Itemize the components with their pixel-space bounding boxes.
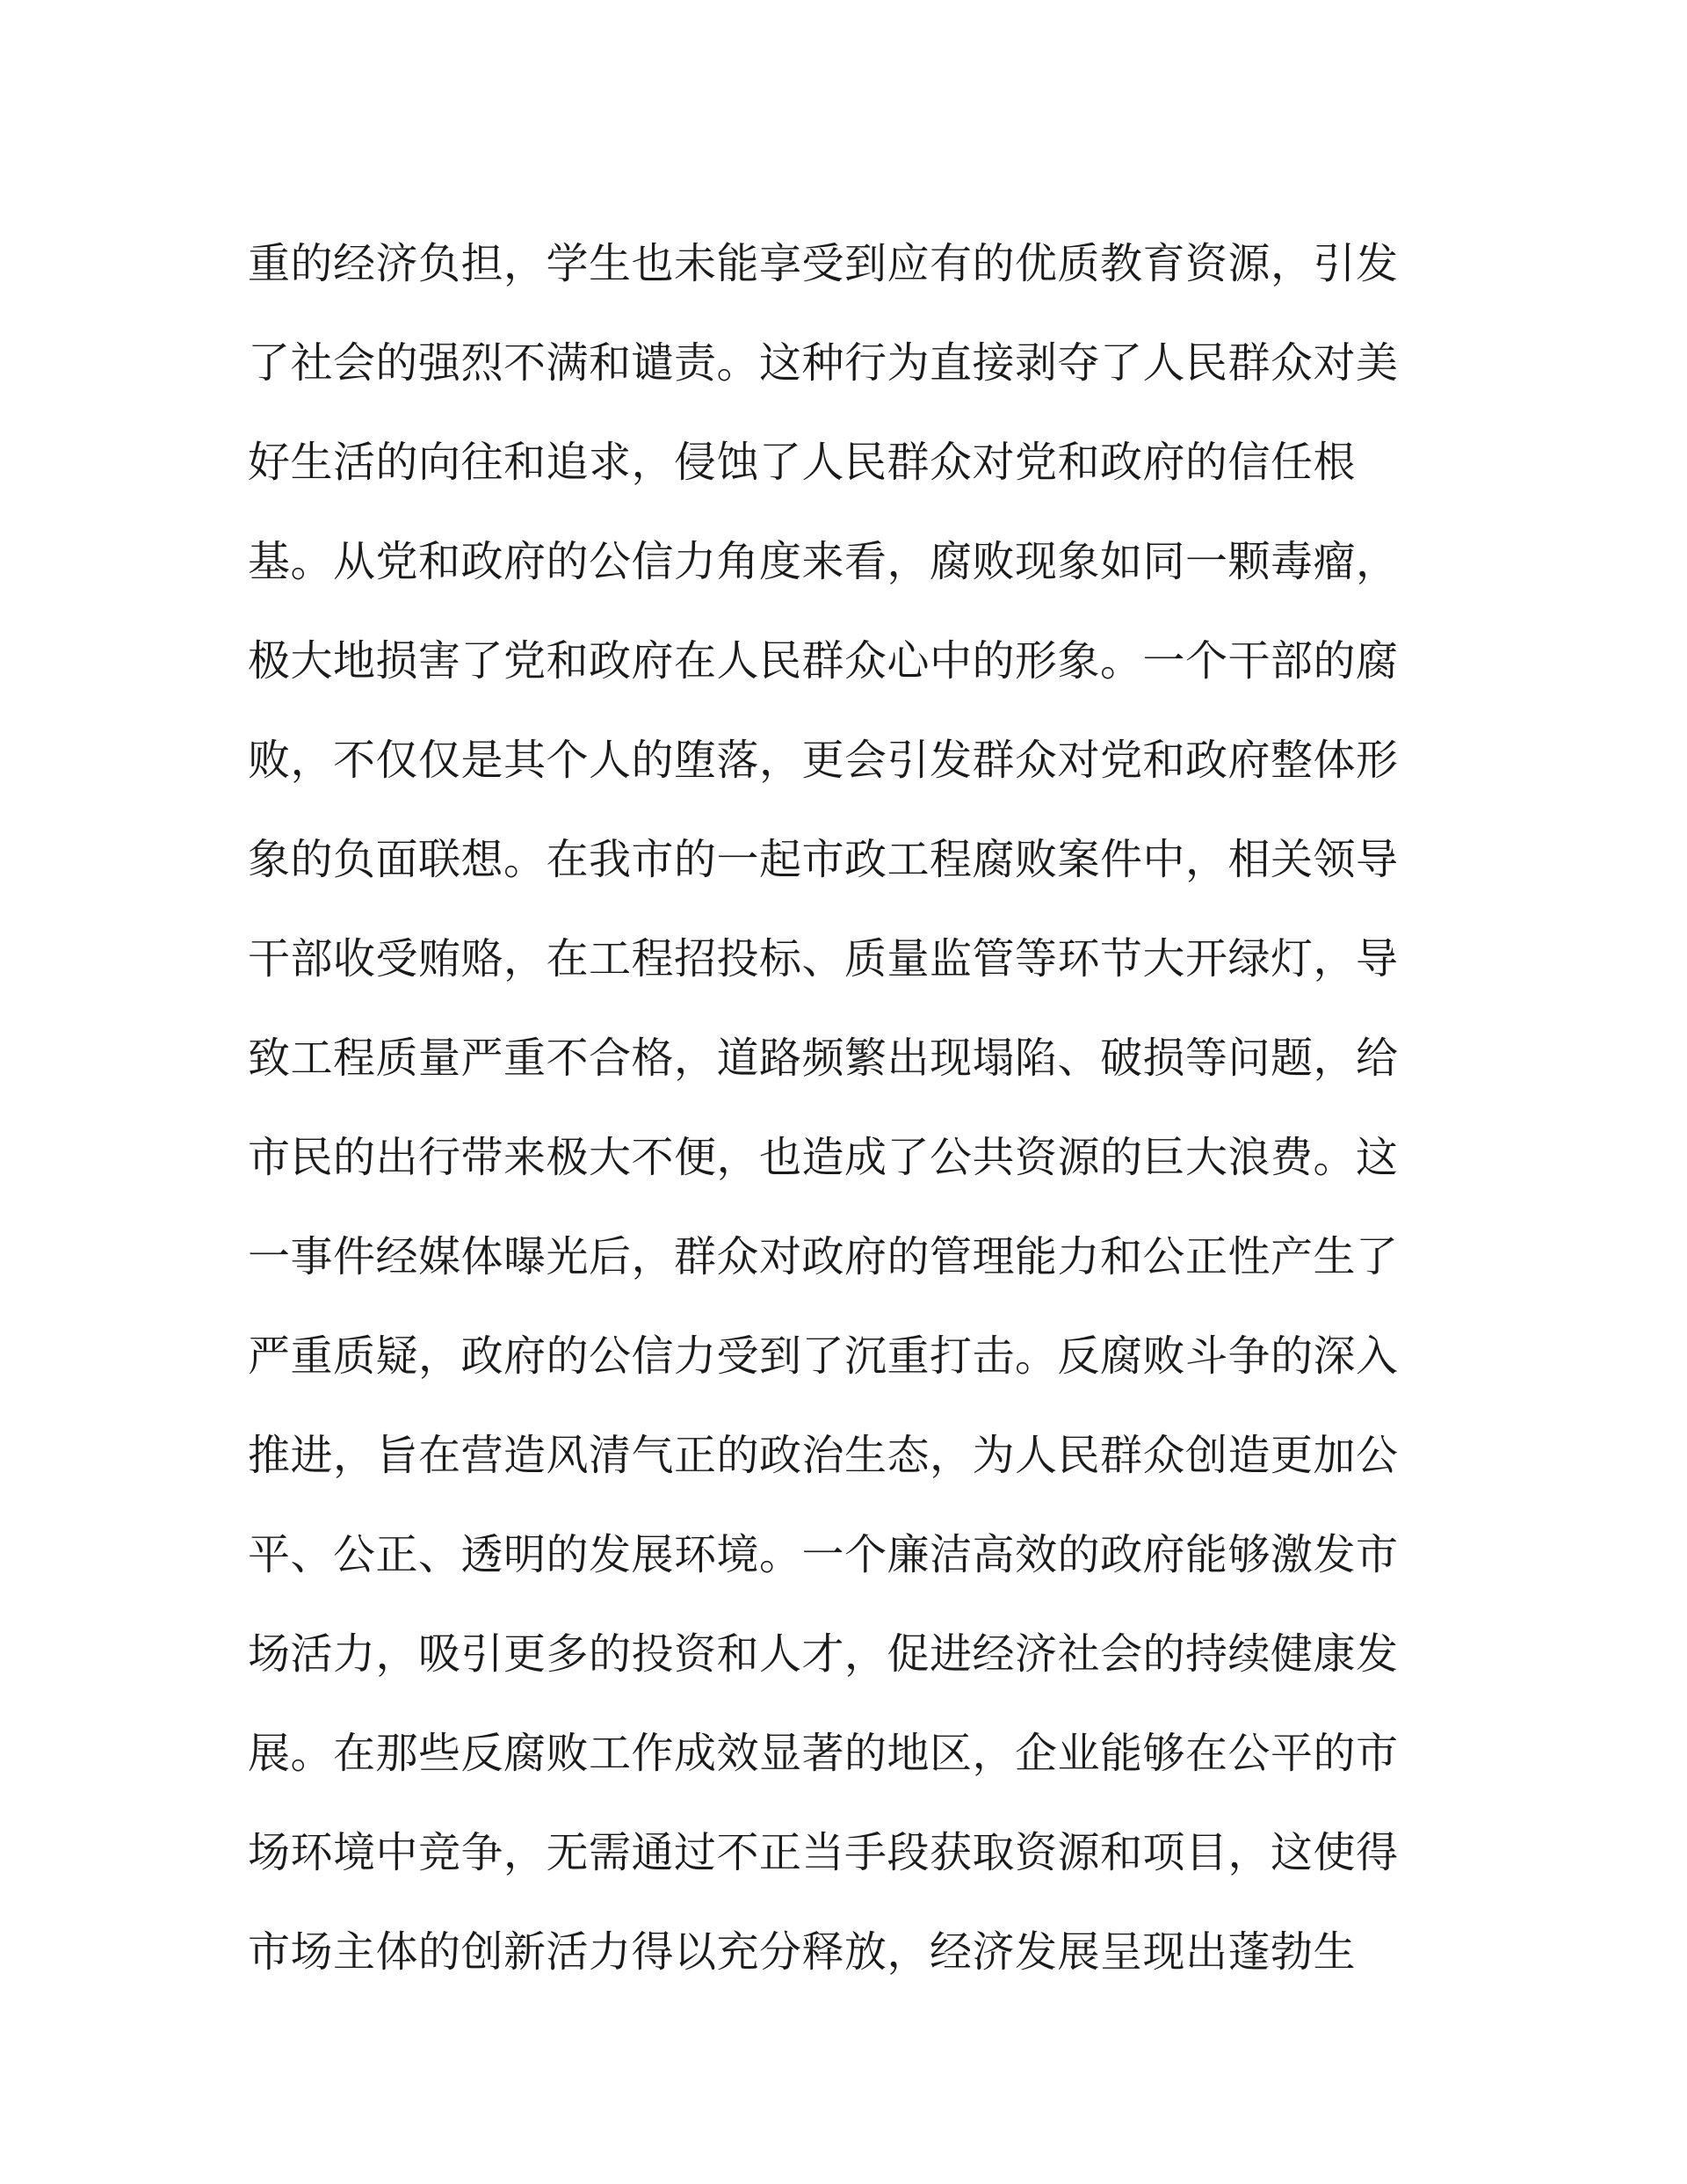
text-line: 干部收受贿赂，在工程招投标、质量监管等环节大开绿灯，导 (248, 934, 1399, 983)
text-line: 致工程质量严重不合格，道路频繁出现塌陷、破损等问题，给 (248, 1034, 1399, 1083)
text-line: 了社会的强烈不满和谴责。这种行为直接剥夺了人民群众对美 (248, 338, 1399, 388)
text-line: 推进，旨在营造风清气正的政治生态，为人民群众创造更加公 (248, 1431, 1399, 1480)
text-line: 基。从党和政府的公信力角度来看，腐败现象如同一颗毒瘤， (248, 537, 1399, 586)
text-line: 一事件经媒体曝光后，群众对政府的管理能力和公正性产生了 (248, 1232, 1399, 1281)
text-line: 展。在那些反腐败工作成效显著的地区，企业能够在公平的市 (248, 1729, 1399, 1778)
text-line: 好生活的向往和追求，侵蚀了人民群众对党和政府的信任根 (248, 438, 1357, 487)
body-paragraph (248, 227, 1443, 2014)
text-line: 平、公正、透明的发展环境。一个廉洁高效的政府能够激发市 (248, 1530, 1399, 1579)
text-line: 场活力，吸引更多的投资和人才，促进经济社会的持续健康发 (248, 1629, 1399, 1679)
text-line: 极大地损害了党和政府在人民群众心中的形象。一个干部的腐 (248, 636, 1399, 686)
text-line: 市民的出行带来极大不便，也造成了公共资源的巨大浪费。这 (248, 1133, 1399, 1182)
text-line: 严重质疑，政府的公信力受到了沉重打击。反腐败斗争的深入 (248, 1331, 1399, 1381)
text-line: 重的经济负担，学生也未能享受到应有的优质教育资源，引发 (248, 239, 1399, 288)
text-line: 败，不仅仅是其个人的堕落，更会引发群众对党和政府整体形 (248, 736, 1399, 785)
text-line: 象的负面联想。在我市的一起市政工程腐败案件中，相关领导 (248, 835, 1399, 884)
text-line: 市场主体的创新活力得以充分释放，经济发展呈现出蓬勃生 (248, 1927, 1357, 1977)
text-line: 场环境中竞争，无需通过不正当手段获取资源和项目，这使得 (248, 1828, 1399, 1877)
